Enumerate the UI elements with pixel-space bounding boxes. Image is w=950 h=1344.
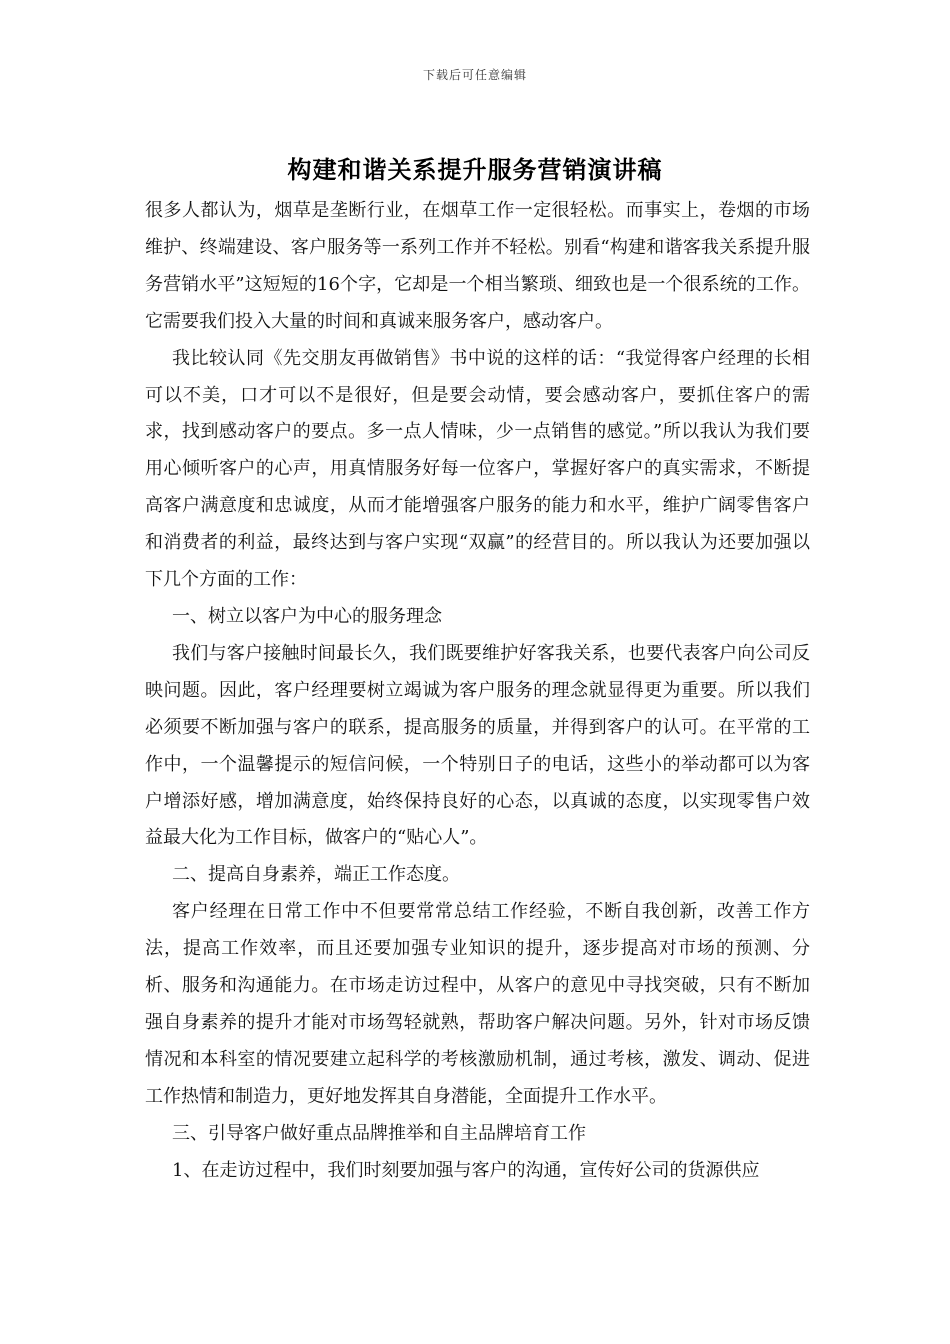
document-body [145,193,810,1189]
section-heading-3: 三、引导客户做好重点品牌推举和自主品牌培育工作 [172,1122,586,1144]
paragraph-section-3-item-1: 1、在走访过程中，我们时刻要加强与客户的沟通，宣传好公司的货源供应 [172,1159,760,1181]
section-heading-1: 一、树立以客户为中心的服务理念 [172,605,442,627]
header-note: 下载后可任意编辑 [422,68,527,82]
paragraph-section-1: 我们与客户接触时间最长久，我们既要维护好客我关系，也要代表客户向公司反映问题。因此，客户经理要树立竭诚为客户服务的理念就显得更为重要。所以我们必须要不断加强与客户的联系，提高服务的质量，并得到客户的认可。在平常的工作中，一个温馨提示的短信问候，一个特别日子的电话，这些小的举动都可以为客户增添好感，增加满意度，始终保持良好的心态，以真诚的态度，以实现零售户效益最大化为工作目标，做客户的“贴心人”。 [145,642,810,849]
paragraph-quote: 我比较认同《先交朋友再做销售》书中说的这样的话：“我觉得客户经理的长相可以不美，口才可以不是很好，但是要会动情，要会感动客户，要抓住客户的需求，找到感动客户的要点。多一点人情味，少一点销售的感觉。”所以我认为我们要用心倾听客户的心声，用真情服务好每一位客户，掌握好客户的真实需求，不断提高客户满意度和忠诚度，从而才能增强客户服务的能力和水平，维护广阔零售客户和消费者的利益，最终达到与客户实现“双赢”的经营目的。所以我认为还要加强以下几个方面的工作： [145,347,810,591]
document-title: 构建和谐关系提升服务营销演讲稿 [287,155,663,184]
section-heading-2: 二、提高自身素养，端正工作态度。 [172,864,460,886]
paragraph-intro: 很多人都认为，烟草是垄断行业，在烟草工作一定很轻松。而事实上，卷烟的市场维护、终端建设、客户服务等一系列工作并不轻松。别看“构建和谐客我关系提升服务营销水平”这短短的16个字，它却是一个相当繁琐、细致也是一个很系统的工作。它需要我们投入大量的时间和真诚来服务客户，感动客户。 [145,200,810,332]
paragraph-section-2: 客户经理在日常工作中不但要常常总结工作经验，不断自我创新，改善工作方法，提高工作效率，而且还要加强专业知识的提升，逐步提高对市场的预测、分析、服务和沟通能力。在市场走访过程中，从客户的意见中寻找突破，只有不断加强自身素养的提升才能对市场驾轻就熟，帮助客户解决问题。另外，针对市场反馈情况和本科室的情况要建立起科学的考核激励机制，通过考核，激发、调动、促进工作热情和制造力，更好地发挥其自身潜能，全面提升工作水平。 [145,901,810,1107]
